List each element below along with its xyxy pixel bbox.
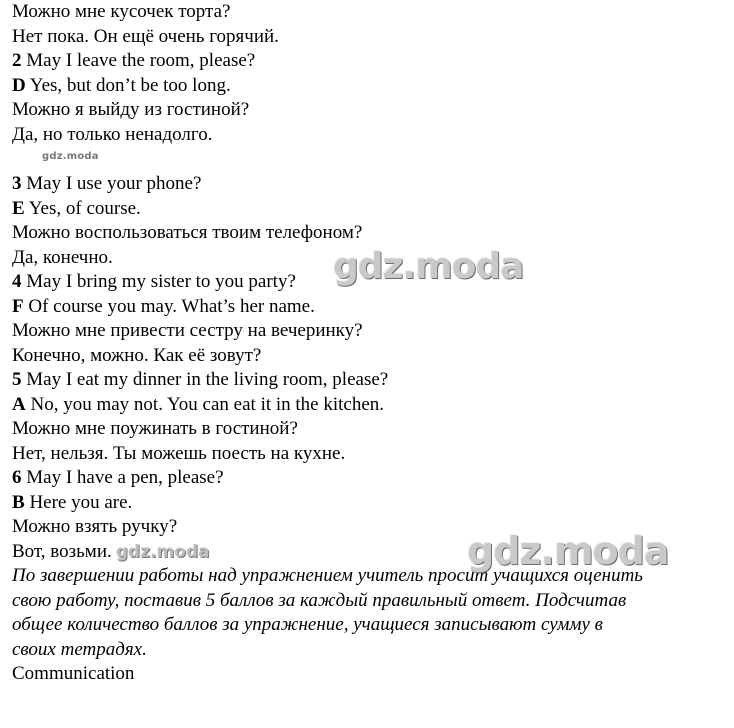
line-text: Вот, возьми. <box>12 540 112 562</box>
item-marker: A <box>12 393 26 415</box>
dialogue-line <box>12 123 730 148</box>
line-text: Of course you may. What’s her name. <box>23 295 315 317</box>
dialogue-line <box>12 74 730 99</box>
line-text: May I use your phone? <box>21 173 202 194</box>
teacher-note-line: По завершении работы над упражнением учитель просит учащихся оценить <box>12 565 643 586</box>
line-text: Можно мне кусочек торта? <box>12 1 231 22</box>
watermark-large-1: gdz.moda <box>333 246 524 287</box>
line-text: No, you may not. You can eat it in the kitchen. <box>25 393 385 415</box>
teacher-note-line: свою работу, поставив 5 баллов за каждый правильный ответ. Подсчитав <box>12 589 627 611</box>
item-marker: B <box>12 491 25 513</box>
dialogue-line <box>12 491 730 516</box>
dialogue-line <box>12 295 730 320</box>
line-text: Here you are. <box>24 491 133 513</box>
section-footer: Communication <box>12 663 135 684</box>
dialogue-line <box>12 466 730 491</box>
document-page <box>12 0 730 687</box>
watermark-large-2: gdz.moda <box>467 529 669 573</box>
dialogue-line <box>12 25 730 50</box>
line-text: May I leave the room, please? <box>21 50 256 71</box>
dialogue-line <box>12 442 730 467</box>
line-text: Да, конечно. <box>12 246 113 268</box>
line-text: Yes, of course. <box>24 197 141 219</box>
line-text: Да, но только ненадолго. <box>12 123 213 145</box>
dialogue-line <box>12 172 730 197</box>
watermark-inline: gdz.moda <box>115 541 210 562</box>
item-marker: 4 <box>12 271 22 292</box>
line-text: Можно взять ручку? <box>12 516 178 537</box>
watermark-row <box>12 147 730 172</box>
item-marker: 2 <box>12 50 22 71</box>
dialogue-block-bottom <box>12 172 730 564</box>
line-text: Конечно, можно. Как её зовут? <box>12 344 262 366</box>
dialogue-block-top <box>12 0 730 147</box>
line-text: Можно воспользоваться твоим телефоном? <box>12 222 363 243</box>
line-text: Можно я выйду из гостиной? <box>12 99 250 120</box>
item-marker: F <box>12 295 24 317</box>
line-text: May I bring my sister to you party? <box>21 271 296 292</box>
dialogue-line <box>12 221 730 246</box>
dialogue-line <box>12 197 730 222</box>
dialogue-line <box>12 417 730 442</box>
dialogue-line <box>12 344 730 369</box>
item-marker: D <box>12 74 26 96</box>
teacher-note-line: общее количество баллов за упражнение, учащиеся записывают сумму в <box>12 614 603 635</box>
dialogue-line <box>12 319 730 344</box>
item-marker: 3 <box>12 173 22 194</box>
dialogue-line <box>12 98 730 123</box>
line-text: Yes, but don’t be too long. <box>25 74 231 96</box>
teacher-note-line: своих тетрадях. <box>12 638 147 660</box>
line-text: Можно мне привести сестру на вечеринку? <box>12 320 363 341</box>
line-text: May I have a pen, please? <box>21 467 224 488</box>
line-text: Нет, нельзя. Ты можешь поесть на кухне. <box>12 442 346 464</box>
line-text: Нет пока. Он ещё очень горячий. <box>12 25 279 47</box>
line-text: Можно мне поужинать в гостиной? <box>12 418 298 439</box>
item-marker: E <box>12 197 25 219</box>
dialogue-line <box>12 368 730 393</box>
teacher-note <box>12 564 730 662</box>
dialogue-line <box>12 49 730 74</box>
dialogue-line <box>12 0 730 25</box>
item-marker: 6 <box>12 467 22 488</box>
item-marker: 5 <box>12 369 22 390</box>
dialogue-line <box>12 393 730 418</box>
watermark-small: gdz.moda <box>42 151 99 162</box>
line-text: May I eat my dinner in the living room, please? <box>21 369 389 390</box>
